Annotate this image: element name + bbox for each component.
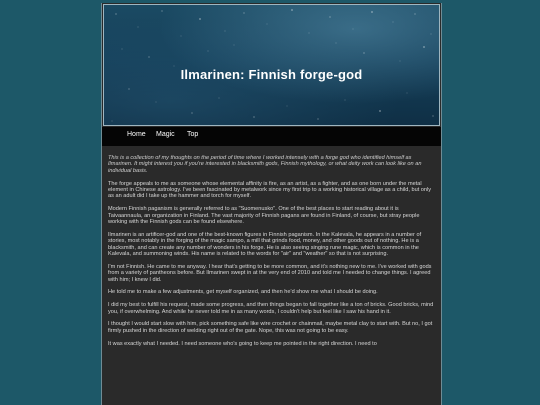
body-paragraph: He told me to make a few adjustments, get myself organized, and then he'd show me what I should be doing. <box>108 289 378 296</box>
top-navigation <box>102 127 441 146</box>
body-paragraph: I did my best to fulfill his request, made some progress, and then things began to fall together like a ton of bricks. Good bricks, mind you, if overwhelming. And while he never told me in as many words, I couldn't help but feel like I saw his hand in it. <box>108 302 434 315</box>
body-paragraph: I thought I would start slow with him, pick something safe like wire crochet or chainmail, maybe metal clay to start with. But no, I got firmly pushed in the direction of welding right out of the gate. Nope, this was not going to be easy. <box>108 321 433 334</box>
starfield-background <box>104 5 440 126</box>
body-paragraph: The forge appeals to me as someone whose elemental affinity is fire, as an artist, as a fighter, and as one born under the metal element in Chinese astrology. I've been fascinated by metalwork since my first trip to a working historical village as a child, but only as an adult did I take up the hammer and torch for myself. <box>108 180 432 200</box>
site-title: Ilmarinen: Finnish forge-god <box>180 67 363 82</box>
nav-link-magic[interactable]: Magic <box>156 131 175 138</box>
body-paragraph: Modern Finnish paganism is generally referred to as "Suomenusko". One of the best places to start reading about it is Taivaannaula, an organization in Finland. The vast majority of Finnish pagans are found in Finland, of course, but stray people working with the Finnish gods can be found elsewhere. <box>108 206 420 226</box>
header-banner <box>103 4 440 126</box>
body-paragraph: I'm not Finnish. He came to me anyway. I hear that's getting to be more common, and it's nothing new to me. I've worked with gods from a variety of pantheons before. But Ilmarinen swept in at the very end of 2010 and told me I needed to change things. I agreed with him; I knew I did. <box>108 263 432 283</box>
nav-link-home[interactable]: Home <box>127 131 146 138</box>
page-container <box>101 3 442 405</box>
body-paragraph: It was exactly what I needed. I need someone who's going to keep me pointed in the right direction. I need to <box>108 340 377 347</box>
nav-link-top[interactable]: Top <box>187 131 199 138</box>
body-paragraph: Ilmarinen is an artificer-god and one of the best-known figures in Finnish paganism. In the Kalevala, he appears in a number of stories, most notably in the forging of the magic sampo, a mill that grinds food, money, and other goods out of nothing. He is a blacksmith, and can create any number of wonders in his forge. He is also seeing singing rune magic, which is common in the Kalevala, and summoning winds. His name is related to the words for "air" and "weather" so that is not surprising. <box>108 231 422 258</box>
main-content <box>108 155 434 353</box>
intro-paragraph: This is a collection of my thoughts on the period of time where I worked intensely with a forge god who identified himself as Ilmarinen. It might interest you if you're interested in blacksmith gods, Finnish mythology, or what deity work can look like on an individual basis. <box>108 155 422 174</box>
